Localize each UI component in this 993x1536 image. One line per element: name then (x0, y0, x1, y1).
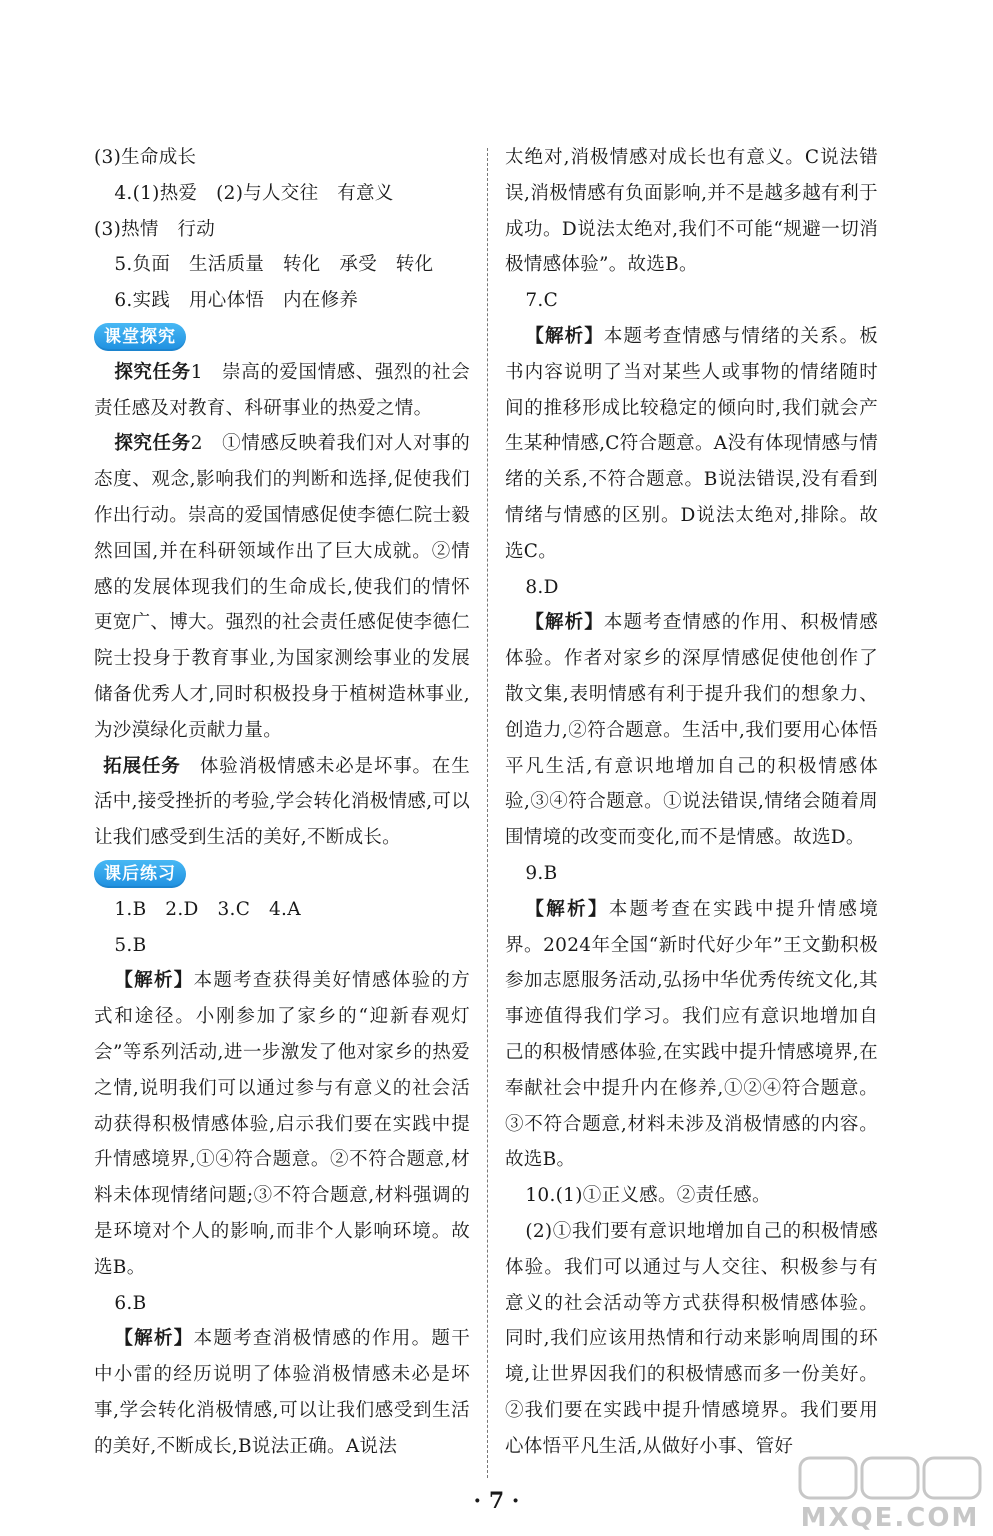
answer-line: 4.(1)热爱 (2)与人交往 有意义 (114, 182, 394, 204)
column-divider (487, 148, 488, 1478)
answer-line: 6.B (114, 1292, 147, 1314)
section-badge-classroom-inquiry: 课堂探究 (94, 323, 186, 351)
left-column (94, 140, 470, 1464)
analysis-text: 本题考查情感与情绪的关系。板书内容说明了当对某些人或事物的情绪随时间的推移形成比较稳定的倾向时,我们就会产生某种情感,C符合题意。A没有体现情感与情绪的关系,不符合题意。B说法错误,没有看到情绪与情感的区别。D说法太绝对,排除。故选C。 (505, 325, 879, 562)
answer-line: (3)生命成长 (94, 147, 197, 168)
page-number: · 7 · (473, 1488, 520, 1514)
answer-line: 10.(1)①正义感。②责任感。 (525, 1185, 771, 1207)
extension-task (94, 749, 470, 856)
watermark-logo (798, 1456, 983, 1532)
analysis-label: 【解析】 (114, 1328, 194, 1350)
analysis-label: 【解析】 (525, 325, 604, 347)
analysis-paragraph (505, 605, 878, 856)
analysis-label: 【解析】 (114, 970, 194, 992)
answer-line: 7.C (525, 290, 559, 312)
answer-line: 9.B (525, 862, 558, 884)
answer-line: (3)热情 行动 (94, 218, 216, 240)
answer-line: 6.实践 用心体悟 内在修养 (114, 290, 359, 312)
task-text: 体验消极情感未必是坏事。在生活中,接受挫折的考验,学会转化消极情感,可以让我们感受到生活的美好,不断成长。 (94, 755, 470, 849)
task-label: 拓展任务 (103, 755, 181, 777)
analysis-label: 【解析】 (525, 612, 604, 634)
analysis-text: 本题考查在实践中提升情感境界。2024年全国“新时代好少年”王文勤积极参加志愿服务活动,弘扬中华优秀传统文化,其事迹值得我们学习。我们应有意识地增加自己的积极情感体验,在实践中提升情感境界,在奉献社会中提升内在修养,①②④符合题意。③不符合题意,材料未涉及消极情感的内容。故选B。 (505, 898, 878, 1171)
inquiry-task-1 (94, 355, 470, 427)
analysis-text: 本题考查获得美好情感体验的方式和途径。小刚参加了家乡的“迎新春观灯会”等系列活动,进一步激发了他对家乡的热爱之情,说明我们可以通过参与有意义的社会活动获得积极情感体验,启示我们要在实践中提升情感境界,①④符合题意。②不符合题意,材料未体现情绪问题;③不符合题意,材料强调的是环境对个人的影响,而非个人影响环境。故选B。 (94, 970, 471, 1278)
analysis-paragraph (505, 892, 878, 1178)
task-text: 2 ①情感反映着我们对人对事的态度、观念,影响我们的判断和选择,促使我们作出行动。崇高的爱国情感促使李德仁院士毅然回国,并在科研领域作出了巨大成就。②情感的发展体现我们的生命成长,使我们的情怀更宽广、博大。强烈的社会责任感促使李德仁院士投身于教育事业,为国家测绘事业的发展储备优秀人才,同时积极投身于植树造林事业,为沙漠绿化贡献力量。 (94, 433, 471, 741)
answer-line: 5.负面 生活质量 转化 承受 转化 (114, 254, 434, 276)
analysis-continuation: 太绝对,消极情感对成长也有意义。C说法错误,消极情感有负面影响,并不是越多越有利于成功。D说法太绝对,我们不可能“规避一切消极情感体验”。故选B。 (505, 147, 878, 276)
svg-text:MXQE.COM: MXQE.COM (800, 1503, 980, 1532)
analysis-paragraph (505, 319, 878, 570)
analysis-paragraph (94, 1321, 470, 1464)
analysis-label: 【解析】 (525, 898, 609, 920)
answer-line: 5.B (114, 934, 147, 956)
answer-line: 1.B 2.D 3.C 4.A (114, 898, 301, 920)
task-text: 1 崇高的爱国情感、强烈的社会责任感及对教育、科研事业的热爱之情。 (94, 361, 470, 419)
section-badge-after-class-practice: 课后练习 (94, 860, 186, 888)
analysis-paragraph (94, 963, 470, 1285)
inquiry-task-2 (94, 426, 470, 748)
analysis-text: 本题考查情感的作用、积极情感体验。作者对家乡的深厚情感促使他创作了散文集,表明情感有利于提升我们的想象力、创造力,②符合题意。生活中,我们要用心体悟平凡生活,有意识地增加自己的积极情感体验,③④符合题意。①说法错误,情绪会随着周围情境的改变而变化,而不是情感。故选D。 (505, 612, 879, 849)
task-label: 探究任务 (114, 433, 191, 455)
analysis-text: 本题考查消极情感的作用。题干中小雷的经历说明了体验消极情感未必是坏事,学会转化消极情感,可以让我们感受到生活的美好,不断成长,B说法正确。A说法 (94, 1328, 471, 1457)
task-label: 探究任务 (114, 361, 191, 383)
right-column (505, 140, 878, 1464)
answer-line: 8.D (525, 576, 559, 598)
answer-paragraph: (2)①我们要有意识地增加自己的积极情感体验。我们可以通过与人交往、积极参与有意义的社会活动等方式获得积极情感体验。同时,我们应该用热情和行动来影响周围的环境,让世界因我们的积极情感而多一份美好。②我们要在实践中提升情感境界。我们要用心体悟平凡生活,从做好小事、管好 (505, 1220, 878, 1457)
